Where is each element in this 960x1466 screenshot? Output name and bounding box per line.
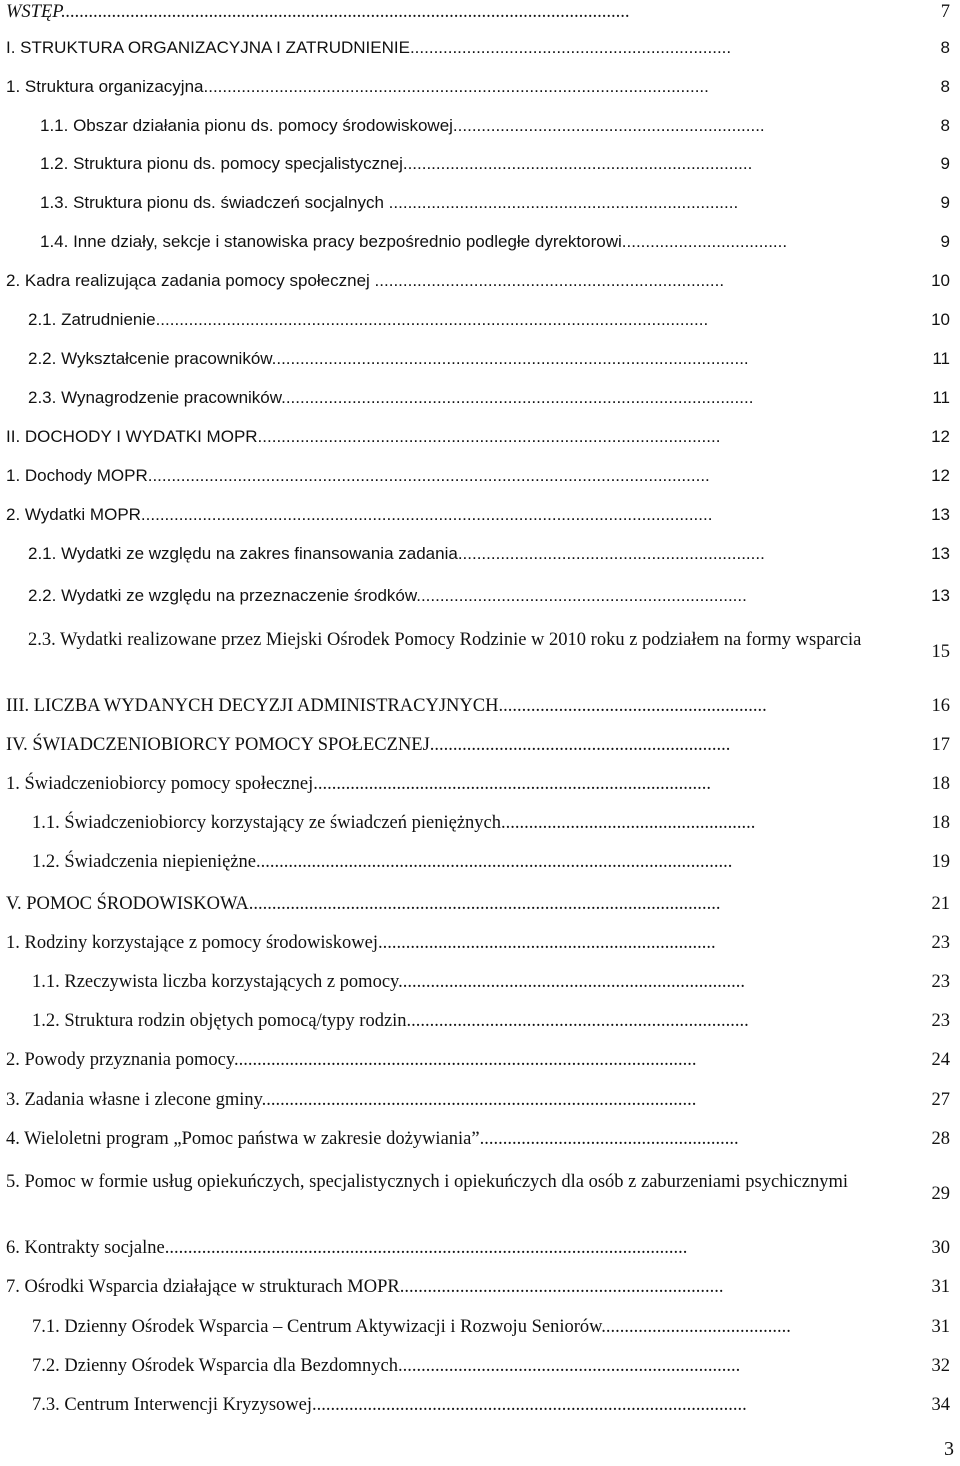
- toc-entry-page: 31: [931, 1317, 950, 1337]
- toc-entry-title: 2.1. Zatrudnienie.....................................................................................................................: [28, 310, 709, 329]
- toc-entry[interactable]: [0, 1048, 960, 1078]
- toc-entry[interactable]: [0, 230, 960, 260]
- toc-entry-title: 7.3. Centrum Interwencji Kryzysowej..............................................................................................: [32, 1395, 747, 1415]
- toc-entry-title: 7. Ośrodki Wsparcia działające w strukturach MOPR......................................................................: [6, 1277, 724, 1297]
- toc-entry-title: 1.2. Struktura pionu ds. pomocy specjalistycznej..........................................................................: [40, 154, 753, 173]
- toc-entry-page: 12: [931, 427, 950, 446]
- toc-entry[interactable]: [0, 308, 960, 338]
- toc-entry[interactable]: [0, 114, 960, 144]
- toc-entry-title: WSTĘP...........................................................................................................................: [6, 2, 631, 22]
- toc-entry[interactable]: [0, 694, 960, 724]
- toc-entry[interactable]: [0, 1315, 960, 1345]
- toc-entry-page: 23: [931, 1011, 950, 1031]
- toc-entry-title: 2. Kadra realizująca zadania pomocy społecznej ..........................................................................: [6, 271, 725, 290]
- toc-entry-page: 11: [932, 388, 950, 407]
- toc-entry-title: 1. Dochody MOPR.......................................................................................................................: [6, 466, 710, 485]
- toc-entry-title: 2.3. Wydatki realizowane przez Miejski Ośrodek Pomocy Rodzinie w 2010 roku z podziałem na formy wsparcia: [28, 630, 862, 650]
- toc-entry-title: 2.1. Wydatki ze względu na zakres finansowania zadania.................................................................: [28, 544, 765, 563]
- toc-entry[interactable]: [0, 624, 960, 682]
- toc-entry-title: 7.2. Dzienny Ośrodek Wsparcia dla Bezdomnych..........................................................................: [32, 1356, 741, 1376]
- toc-entry-title: 1. Świadczeniobiorcy pomocy społecznej......................................................................................: [6, 774, 711, 794]
- toc-entry-page: 29: [931, 1184, 950, 1204]
- toc-entry-page: 9: [940, 232, 950, 251]
- toc-entry-page: 13: [931, 505, 950, 524]
- toc-entry[interactable]: [0, 269, 960, 299]
- toc-entry-title: II. DOCHODY I WYDATKI MOPR..................................................................................................: [6, 427, 721, 446]
- toc-entry[interactable]: [0, 386, 960, 416]
- toc-entry-title: III. LICZBA WYDANYCH DECYZJI ADMINISTRACYJNYCH..........................................................: [6, 696, 767, 716]
- toc-entry-title: 1.1. Rzeczywista liczba korzystających z pomocy...........................................................................: [32, 972, 745, 992]
- toc-entry[interactable]: [0, 75, 960, 105]
- toc-entry-page: 15: [931, 642, 950, 662]
- toc-entry-page: 18: [931, 813, 950, 833]
- toc-entry-title: 1.1. Obszar działania pionu ds. pomocy środowiskowej..................................................................: [40, 116, 765, 135]
- toc-entry-page: 32: [931, 1356, 950, 1376]
- toc-entry-page: 12: [931, 466, 950, 485]
- toc-entry-page: 16: [931, 696, 950, 716]
- toc-entry-title: 1.3. Struktura pionu ds. świadczeń socjalnych ..........................................................................: [40, 193, 739, 212]
- toc-entry[interactable]: [0, 772, 960, 802]
- toc-entry[interactable]: [0, 0, 960, 30]
- toc-entry-title: 2. Powody przyznania pomocy....................................................................................................: [6, 1050, 697, 1070]
- toc-entry[interactable]: [0, 811, 960, 841]
- toc-entry-page: 23: [931, 933, 950, 953]
- toc-entry-title: 2.2. Wykształcenie pracowników.....................................................................................................: [28, 349, 749, 368]
- toc-entry-page: 28: [931, 1129, 950, 1149]
- toc-entry-title: V. POMOC ŚRODOWISKOWA......................................................................................................: [6, 894, 721, 914]
- toc-entry[interactable]: [0, 931, 960, 961]
- toc-entry[interactable]: [0, 850, 960, 880]
- toc-entry-title: 7.1. Dzienny Ośrodek Wsparcia – Centrum Aktywizacji i Rozwoju Seniorów.........................................: [32, 1317, 791, 1337]
- toc-entry[interactable]: [0, 892, 960, 922]
- toc-entry-title: 3. Zadania własne i zlecone gminy..............................................................................................: [6, 1090, 697, 1110]
- toc-entry-page: 18: [931, 774, 950, 794]
- toc-entry-page: 13: [931, 544, 950, 563]
- toc-entry-page: 17: [931, 735, 950, 755]
- toc-entry[interactable]: [0, 1354, 960, 1384]
- toc-entry[interactable]: [0, 425, 960, 455]
- toc-entry-title: IV. ŚWIADCZENIOBIORCY POMOCY SPOŁECZNEJ.................................................................: [6, 735, 731, 755]
- toc-entry-title: I. STRUKTURA ORGANIZACYJNA I ZATRUDNIENIE....................................................................: [6, 38, 732, 57]
- toc-entry-title: 2.3. Wynagrodzenie pracowników....................................................................................................: [28, 388, 754, 407]
- page-number: 3: [944, 1438, 954, 1460]
- toc-entry-page: 31: [931, 1277, 950, 1297]
- toc-entry[interactable]: [0, 733, 960, 763]
- toc-entry[interactable]: [0, 1393, 960, 1423]
- toc-entry[interactable]: [0, 1009, 960, 1039]
- toc-entry-page: 34: [931, 1395, 950, 1415]
- toc-entry[interactable]: [0, 1088, 960, 1118]
- toc-entry-title: 1. Struktura organizacyjna...........................................................................................................: [6, 77, 709, 96]
- toc-entry-page: 8: [940, 77, 950, 96]
- toc-entry-title: 1.2. Struktura rodzin objętych pomocą/typy rodzin..........................................................................: [32, 1011, 749, 1031]
- toc-entry-page: 7: [940, 2, 950, 22]
- toc-entry[interactable]: [0, 970, 960, 1000]
- toc-entry-title: 2.2. Wydatki ze względu na przeznaczenie środków......................................................................: [28, 586, 747, 605]
- toc-entry[interactable]: [0, 503, 960, 533]
- toc-entry-page: 8: [940, 116, 950, 135]
- toc-entry-title: 5. Pomoc w formie usług opiekuńczych, specjalistycznych i opiekuńczych dla osób z zaburzeniami psychicznymi: [6, 1172, 849, 1192]
- toc-entry-page: 8: [940, 38, 950, 57]
- toc-entry-title: 1.2. Świadczenia niepieniężne.......................................................................................................: [32, 852, 733, 872]
- toc-entry[interactable]: [0, 347, 960, 377]
- toc-entry[interactable]: [0, 1127, 960, 1157]
- toc-entry[interactable]: [0, 1236, 960, 1266]
- toc-entry-page: 10: [931, 310, 950, 329]
- toc-entry-page: 27: [931, 1090, 950, 1110]
- toc-entry[interactable]: [0, 542, 960, 572]
- toc-entry-page: 10: [931, 271, 950, 290]
- toc-entry-title: 6. Kontrakty socjalne.................................................................................................................: [6, 1238, 688, 1258]
- toc-entry-page: 21: [931, 894, 950, 914]
- toc-entry-page: 24: [931, 1050, 950, 1070]
- toc-entry-page: 9: [940, 154, 950, 173]
- toc-entry-page: 19: [931, 852, 950, 872]
- toc-entry[interactable]: [0, 191, 960, 221]
- toc-entry-page: 9: [940, 193, 950, 212]
- toc-entry[interactable]: [0, 1275, 960, 1305]
- toc-entry[interactable]: [0, 464, 960, 494]
- toc-entry[interactable]: [0, 36, 960, 66]
- toc-entry-page: 13: [931, 586, 950, 605]
- toc-entry-title: 1.4. Inne działy, sekcje i stanowiska pracy bezpośrednio podległe dyrektorowi...................................: [40, 232, 788, 251]
- toc-entry-title: 1. Rodziny korzystające z pomocy środowiskowej.........................................................................: [6, 933, 716, 953]
- toc-entry[interactable]: [0, 1166, 960, 1224]
- toc-entry-title: 4. Wieloletni program „Pomoc państwa w zakresie dożywiania”........................................................: [6, 1129, 739, 1149]
- toc-entry-title: 1.1. Świadczeniobiorcy korzystający ze świadczeń pieniężnych.......................................................: [32, 813, 756, 833]
- toc-entry-page: 30: [931, 1238, 950, 1258]
- toc-entry[interactable]: [0, 152, 960, 182]
- toc-entry-page: 11: [932, 349, 950, 368]
- toc-entry[interactable]: [0, 584, 960, 614]
- toc-entry-title: 2. Wydatki MOPR.........................................................................................................................: [6, 505, 713, 524]
- toc-entry-page: 23: [931, 972, 950, 992]
